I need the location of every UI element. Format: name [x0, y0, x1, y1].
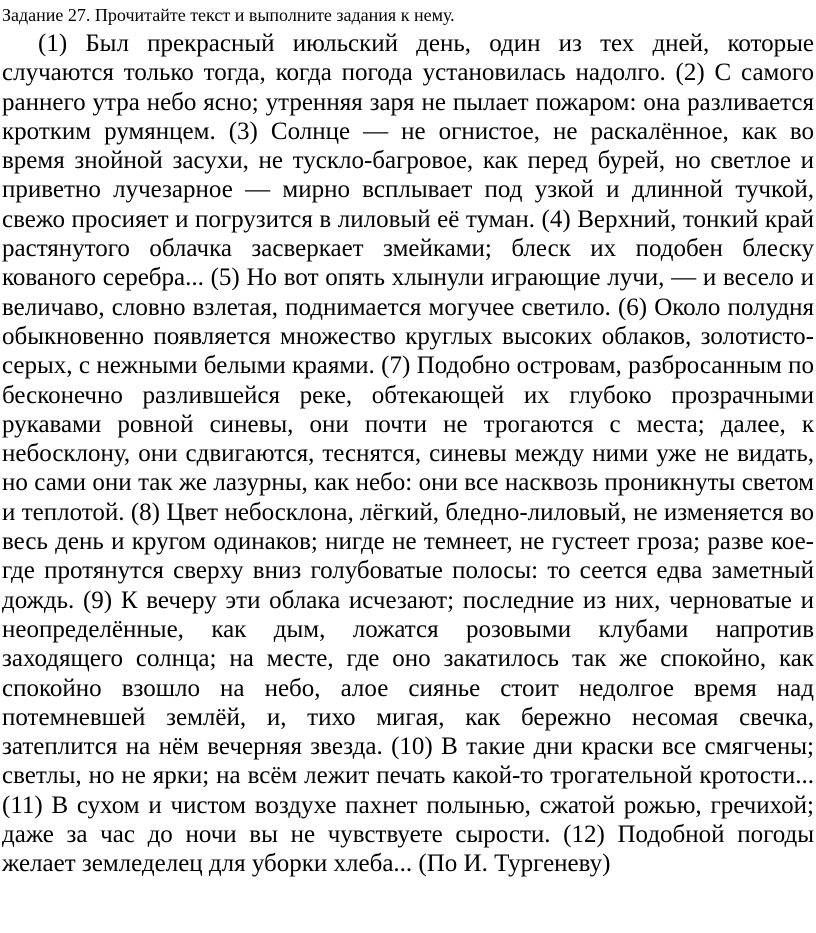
document-page [2, 0, 814, 933]
task-text-paragraph: (1) Был прекрасный июльский день, один из тех дней, которые случаются только тогда, когда погода установилась надолго. (2) С самого раннего утра небо ясно; утренняя заря не пылает пожаром: она разливается кротким румянцем. (3) Солнце — не огнистое, не раскалённое, как во время знойной засухи, не тускло-багровое, как перед бурей, но светлое и приветно лучезарное — мирно всплывает под узкой и длинной тучкой, свежо просияет и погрузится в лиловый её туман. (4) Верхний, тонкий край растянутого облачка засверкает змейками; блеск их подобен блеску кованого серебра... (5) Но вот опять хлынули играющие лучи, — и весело и величаво, словно взлетая, поднимается могучее светило. (6) Около полудня обыкновенно появляется множество круглых высоких облаков, золотисто-серых, с нежными белыми краями. (7) Подобно островам, разбросанным по бесконечно разлившейся реке, обтекающей их глубоко прозрачными рукавами ровной синевы, они почти не трогаются с места; далее, к небосклону, они сдвигаются, теснятся, синевы между ними уже не видать, но сами они так же лазурны, как небо: они все насквозь проникнуты светом и теплотой. (8) Цвет небосклона, лёгкий, бледно-лиловый, не изменяется во весь день и кругом одинаков; нигде не темнеет, не густеет гроза; разве кое-где протянутся сверху вниз голубоватые полосы: то сеется едва заметный дождь. (9) К вечеру эти облака исчезают; последние из них, черноватые и неопределённые, как дым, ложатся розовыми клубами напротив заходящего солнца; на месте, где оно закатилось так же спокойно, как спокойно взошло на небо, алое сиянье стоит недолгое время над потемневшей землёй, и, тихо мигая, как бережно несомая свечка, затеплится на нём вечерняя звезда. (10) В такие дни краски все смягчены; светлы, но не ярки; на всём лежит печать какой-то трогательной кротости... (11) В сухом и чистом воздухе пахнет полынью, сжатой рожью, гречихой; даже за час до ночи вы не чувствуете сырости. (12) Подобной погоды желает земледелец для уборки хлеба... (По И. Тургеневу) [2, 30, 814, 878]
task-heading: Задание 27. Прочитайте текст и выполните задания к нему. [2, 5, 455, 25]
